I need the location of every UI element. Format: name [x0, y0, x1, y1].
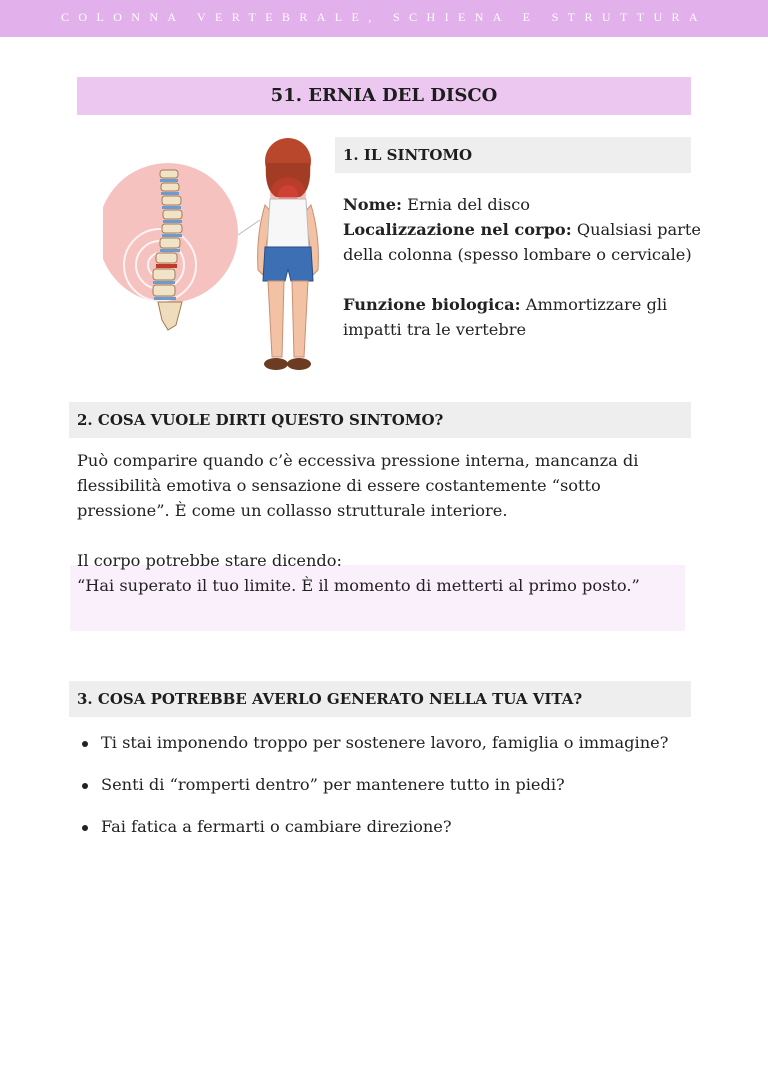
- page-title-bar: [77, 77, 691, 115]
- spine-illustration: [100, 135, 338, 380]
- name-row: [343, 192, 703, 217]
- page-title: 51. ERNIA DEL DISCO: [270, 85, 498, 106]
- top-banner: [0, 0, 768, 37]
- section-meaning-heading: 2. COSA VUOLE DIRTI QUESTO SINTOMO?: [69, 402, 691, 438]
- causes-list: [77, 730, 697, 856]
- function-value: Ammortizzare gli impatti tra le vertebre: [343, 295, 668, 339]
- list-item: Senti di “romperti dentro” per mantenere tutto in piedi?: [77, 772, 697, 797]
- body-message: [77, 548, 697, 598]
- function-label: Funzione biologica:: [343, 295, 521, 314]
- location-label: Localizzazione nel corpo:: [343, 220, 572, 239]
- list-item: Ti stai imponendo troppo per sostenere lavoro, famiglia o immagine?: [77, 730, 697, 755]
- name-value: Ernia del disco: [407, 195, 531, 214]
- body-message-intro: Il corpo potrebbe stare dicendo:: [77, 551, 342, 570]
- section-symptom-heading: 1. IL SINTOMO: [335, 137, 691, 173]
- name-label: Nome:: [343, 195, 402, 214]
- section-causes-heading: 3. COSA POTREBBE AVERLO GENERATO NELLA TUA VITA?: [69, 681, 691, 717]
- list-item: Fai fatica a fermarti o cambiare direzione?: [77, 814, 697, 839]
- location-row: [343, 217, 703, 267]
- category-label: COLONNA VERTEBRALE, SCHIENA E STRUTTURA: [61, 10, 707, 24]
- symptom-info: [343, 192, 703, 342]
- body-message-quote: “Hai superato il tuo limite. È il momento di metterti al primo posto.”: [77, 576, 640, 595]
- location-value: Qualsiasi parte della colonna (spesso lombare o cervicale): [343, 220, 701, 264]
- meaning-paragraph: Può comparire quando c’è eccessiva pressione interna, mancanza di flessibilità emotiva o sensazione di essere costantemente “sotto pressione”. È come un collasso strutturale interiore.: [77, 451, 639, 520]
- function-row: [343, 292, 703, 342]
